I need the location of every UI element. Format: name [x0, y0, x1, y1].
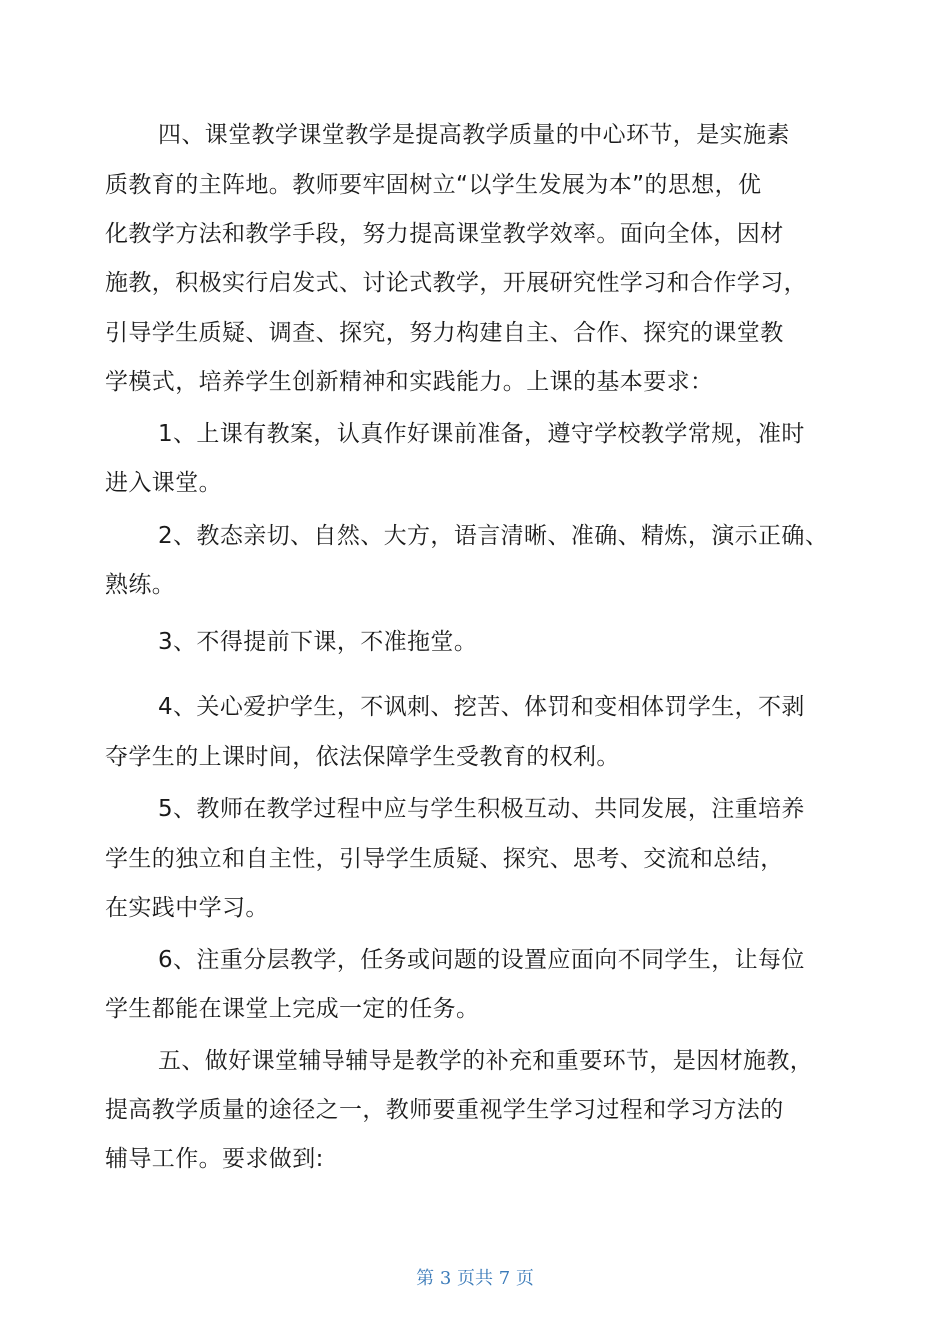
paragraph-line: 施教，积极实行启发式、讨论式教学，开展研究性学习和合作学习，: [105, 270, 807, 296]
paragraph-line: 学模式，培养学生创新精神和实践能力。上课的基本要求：: [105, 369, 714, 395]
page-number-footer: 第 3 页共 7 页: [416, 1268, 534, 1289]
paragraph-line: 辅导工作。要求做到:: [105, 1146, 324, 1172]
paragraph-line: 学生都能在课堂上完成一定的任务。: [105, 996, 480, 1022]
paragraph-line: 四、课堂教学课堂教学是提高教学质量的中心环节，是实施素: [158, 122, 790, 148]
paragraph-line: 2、教态亲切、自然、大方，语言清晰、准确、精炼，演示正确、: [158, 523, 829, 549]
paragraph-line: 学生的独立和自主性，引导学生质疑、探究、思考、交流和总结，: [105, 846, 784, 872]
paragraph-line: 五、做好课堂辅导辅导是教学的补充和重要环节，是因材施教，: [158, 1048, 814, 1074]
paragraph-line: 质教育的主阵地。教师要牢固树立“以学生发展为本”的思想，优: [105, 172, 762, 198]
paragraph-line: 引导学生质疑、调查、探究，努力构建自主、合作、探究的课堂教: [105, 320, 784, 346]
paragraph-line: 1、上课有教案，认真作好课前准备，遵守学校教学常规，准时: [158, 421, 805, 447]
paragraph-line: 5、教师在教学过程中应与学生积极互动、共同发展，注重培养: [158, 796, 805, 822]
paragraph-line: 夺学生的上课时间，依法保障学生受教育的权利。: [105, 744, 620, 770]
paragraph-line: 4、关心爱护学生，不讽刺、挖苦、体罚和变相体罚学生，不剥: [158, 694, 805, 720]
paragraph-line: 在实践中学习。: [105, 895, 269, 921]
paragraph-line: 化教学方法和教学手段，努力提高课堂教学效率。面向全体，因材: [105, 221, 784, 247]
paragraph-line: 提高教学质量的途径之一，教师要重视学生学习过程和学习方法的: [105, 1097, 784, 1123]
paragraph-line: 熟练。: [105, 572, 176, 598]
paragraph-line: 3、不得提前下课，不准拖堂。: [158, 629, 478, 655]
paragraph-line: 进入课堂。: [105, 470, 222, 496]
paragraph-line: 6、注重分层教学，任务或问题的设置应面向不同学生，让每位: [158, 947, 805, 973]
